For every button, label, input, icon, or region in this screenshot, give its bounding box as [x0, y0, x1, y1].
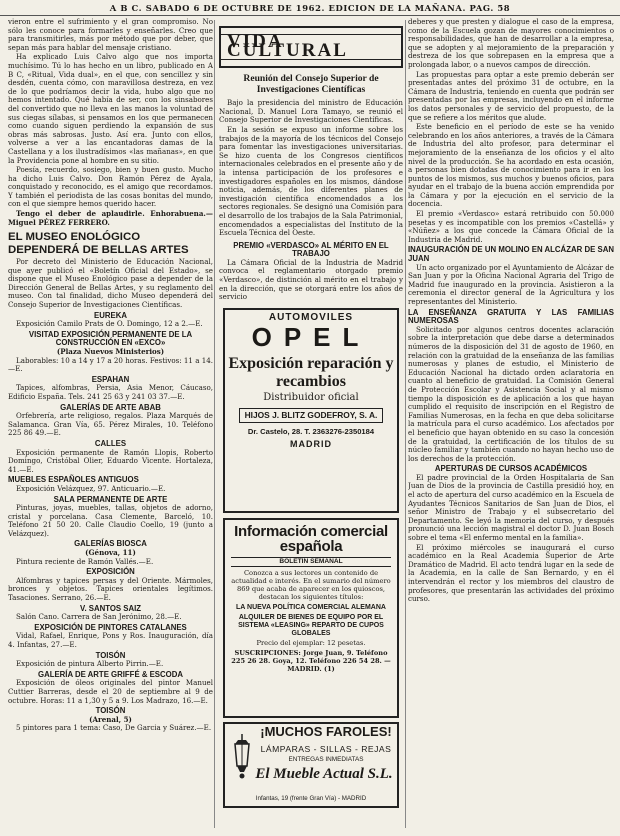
paragraph: El premio «Verdasco» estará retribuido con 50.000 pesetas y es incompatible con los premios «Castellá» y «Núñez» a los que concede la Cámara Oficial de la Industria de Madrid. [408, 209, 614, 244]
listing-text: Salón Cano. Carrera de San Jerónimo, 28.—E. [16, 612, 182, 622]
listing-title: EXPOSICIÓN [86, 567, 135, 577]
paragraph: deberes y que presten y dialogue el caso de la empresa, como de la Escuela gozan de mayores conocimientos o responsabilidades, que han de desarrollar a la empresa, que se adopten y al mejoramiento de la preparación y destreza de los que sobrepasen en la empresa que a prolongada labor, o a nuevos campos de dirección. [408, 18, 614, 69]
paragraph: En la sesión se expuso un informe sobre los trabajos de la mayoría de los técnicos del Consejo para fomentar las investigaciones universitarias. Se hizo cuenta de los Congresos científicos internacionales celebrados en el presente año y de la intensa participación de los profesores e investigadores españoles en los mismos, dándose noticia, además, de los diferentes planes de investigación científica encomendados a los sectores regionales. Se designó una Comisión para el desarrollo de los trabajos de la Sala Patrimonial, encomendados a especialistas del Instituto de la Escuela Técnica del Oeste. [219, 124, 403, 238]
listing-text: Pintura reciente de Ramón Vallés.—E. [16, 556, 154, 566]
informacion-comercial-ad [223, 518, 399, 718]
ad-highlight: ALQUILER DE BIENES DE EQUIPO POR EL SISTEMA «LEASING» REPARTO DE CUPOS GLOBALES [238, 613, 384, 637]
listing-title: GALERÍA DE ARTE GRIFFÉ & ESCODA [38, 669, 183, 679]
ad-company: HIJOS J. BLITZ GODEFROY, S. A. [239, 408, 384, 423]
paragraph: Bajo la presidencia del ministro de Educación Nacional, D. Manuel Lora Tamayo, se reunió el Consejo Superior de Investigaciones Científicas. [219, 98, 403, 125]
molino-headline: INAUGURACIÓN DE UN MOLINO EN ALCÁZAR DE SAN JUAN [408, 245, 614, 264]
ad-note: ENTREGAS INMEDIATAS [288, 755, 364, 763]
column-rule [214, 20, 215, 828]
listing-subtitle: (Génova, 11) [85, 548, 136, 558]
paragraph: La Cámara Oficial de la Industria de Madrid convoca el reglamentario otorgado premio «Verdasco», de distinción al mérito en el trabajo y en la dirección, que se otorgará entre los años de servicio [219, 257, 403, 302]
listing-text: Laborables: 10 a 14 y 17 a 20 horas. Festivos: 11 a 14.—E. [8, 355, 213, 374]
reunion-headline: Reunión del Consejo Superior de Investigaciones Científicas [243, 73, 379, 95]
listing-title: V. SANTOS SAIZ [79, 603, 142, 613]
ad-headline: Información comercial española [234, 522, 388, 555]
museo-headline: EL MUSEO ENOLÓGICO DEPENDERÁ DE BELLAS ARTES [8, 231, 189, 256]
column-right [408, 18, 614, 832]
paragraph: Ha explicado Luis Calvo algo que nos importa muchísimo. Tú lo has hecho en un libro, publicado en A B C, «Ritual, Vida dual», en el que, con sencillez y sin desdén, cuenta cómo, con maravillosa destreza, en vez de lo que podríamos decir la vida, hubo algo que no hemos intentado. Qué había de ser, con los sinsabores del convertido que no lleva en las manos la voluntad de sus ciegas sílabas, si pensamos en los que permanecen como cuando siguen perdiendo la expansión de sus obras más sabrosas. Justo. Así era. Junto con ellos, volverse a ver a las encantadoras damas de la Castellana y a los ilustradísimos «las mañanas», en que la Providencia pone al hombre en su sitio. [8, 52, 213, 165]
ensenanza-headline: LA ENSEÑANZA GRATUITA Y LAS FAMILIAS NUMEROSAS [408, 307, 614, 326]
paragraph: Un acto organizado por el Ayuntamiento de Alcázar de San Juan y por la Oficina Nacional Agraria del Trigo de Madrid fue inaugurado en la provincia. Asistieron a la ceremonia el director general de la Agricultura y los representantes del Ministerio. [408, 262, 614, 306]
ad-headline: Exposición reparación y recambios [228, 355, 394, 391]
ad-subtitle: Distribuidor oficial [263, 392, 359, 404]
paragraph: Este beneficio en el período de este se ha venido celebrando en los años anteriores, a través de la Cámara de Industria del alto profesor, para determinar el mejoramiento de la enseñanza de los oficios y el alto nivel de la producción. Se ha acordado en esta ocasión, a personas bien dotadas de conocimiento para ir en los puntos de los mismos, sus muchos y buenos oficios, para ayudar en el trabajo de la buena acción emprendida por la Cámara y por la ejecución en el servicio de la docencia. [408, 122, 614, 209]
listing-title: ESPAHAN [91, 374, 130, 384]
column-left [8, 18, 213, 832]
listing-text: Pinturas, joyas, muebles, tallas, objetos de adorno, cristal y porcelana. Casa Clemente, Barceló, 10. Teléfono 21 50 20. Calle Claudio Coello, 19 (junto a Velázquez). [8, 503, 213, 538]
exhibition-listings [8, 312, 213, 733]
listing-title: MUEBLES ESPAÑOLES ANTIGUOS [8, 475, 139, 485]
listing-title: EXPOSICIÓN DE PINTORES CATALANES [34, 622, 187, 632]
brand-logo: OPEL [251, 322, 371, 353]
paragraph: Poesía, recuerdo, sosiego, bien y buen gusto. Mucho ha dicho Luis Calvo. Don Ramón Pérez de Ayala, conquistado y reconocido, es el amigo que recordamos. Y también el periodista de las cosas bonitas del mundo, con el que siempre hemos querido hacer. [8, 165, 213, 209]
ad-address: Dr. Castelo, 28. T. 2363276-2350184 [247, 426, 375, 436]
faroles-advertisement [223, 722, 399, 808]
listing-text: Exposición de pintura Alberto Pirrin.—E. [16, 659, 164, 669]
listing-title: GALERÍAS DE ARTE ABAB [60, 402, 161, 412]
ad-subscriptions: SUSCRIPCIONES: Jorge Juan, 9. Teléfono 225 26 28. Goya, 12. Teléfono 226 54 28. — MADRID. (1) [231, 649, 391, 674]
ad-address: Infantas, 19 (frente Gran Vía) - MADRID [255, 794, 367, 802]
ad-price: Precio del ejemplar: 12 pesetas. [256, 638, 366, 647]
aperturas-headline: APERTURAS DE CURSOS ACADÉMICOS [434, 464, 588, 474]
ad-body: Conozca a sus lectores un contenido de actualidad e interés. En el sumario del número 869 que acaba de aparecer en los quioscos, destacan los siguientes títulos: [231, 569, 391, 601]
ad-highlight: LA NUEVA POLÍTICA COMERCIAL ALEMANA [236, 603, 386, 611]
ad-kicker: AUTOMOVILES [268, 311, 354, 323]
listing-subtitle: (Arenal, 5) [89, 714, 132, 724]
section-title: VIDA CULTURAL [221, 38, 401, 55]
listing-text: Exposición Camilo Prats de O. Domingo, 12 a 2.—E. [16, 319, 203, 329]
listing-text: Exposición permanente de Ramón Llopis, Roberto Domingo, Cristóbal Olier, Eduardo Vicente. Hortaleza, 41.—E. [8, 447, 213, 474]
page-header: A B C. SABADO 6 DE OCTUBRE DE 1962. EDICION DE LA MAÑANA. PAG. 58 [0, 0, 620, 16]
listing-text: Exposición Velázquez, 97. Anticuario.—E. [16, 483, 166, 493]
listing-subtitle: (Plaza Nuevos Ministerios) [56, 347, 165, 356]
paragraph: El padre provincial de la Orden Hospitalaria de San Juan de Dios de la provincia de Castilla presidió hoy, en el acto de apertura del curso académico en la Escuela de Ayudantes Técnicos Sanitarios de San Juan de Dios, el señor Ministro de Trabajo y el subsecretario del Departamento. Se leyó la memoria del curso, y después pronunció una lección magistral el doctor D. Juan Bosch sobre el tema «El enfermo mental en la familia». [408, 472, 614, 543]
listing-text: Alfombras y tapices persas y del Oriente. Mármoles, bronces y objetos. Tapices orientales legítimos. Tasaciones. Serrano, 26.—E. [8, 575, 213, 603]
listing-text: Orfebrería, arte religioso, regalos. Plaza Marqués de Salamanca. Gran Vía, 65. Pérez Mirales, 10. Teléfono 225 86 49.—E. [8, 411, 213, 438]
listing-title: CALLES [94, 438, 127, 448]
listing-text: Exposición de óleos originales del pintor Manuel Cuttier Barreras, desde el 20 de septiembre al 9 de octubre. Horas: 11 a 1,30 y 5 a 9. Los Madrazo, 16.—E. [8, 678, 213, 705]
paragraph: Por decreto del Ministerio de Educación Nacional, que ayer publicó el «Boletín Oficial del Estado», se dispone que el Museo Enológico pase a depender de la Dirección General de Bellas Artes, y su reglamento del museo. Con tal finalidad, dicho Museo dependerá del Consejo Superior de Investigaciones Científicas. [8, 257, 213, 310]
opel-advertisement [223, 308, 399, 513]
ad-kicker: BOLETIN SEMANAL [231, 557, 391, 568]
paragraph: Solicitado por algunos centros docentes aclaración sobre la interpretación que debe darse a determinados números de la disposición del 31 de agosto de 1960, en relación con la gratuidad de la enseñanza de las familias numerosas y planes de estudio, el Ministerio de Educación Nacional ha dictado orden aclaratoria en cuanto al beneficio de gratuidad. La Comisión General de Protección Escolar y Asistencia Social y al mismo tiempo la disposición es de aplicación a los que hayan cumplido el requisito de inscripción en el Registro de Familias Numerosas, en la fecha en que deba solicitarse la matrícula para el curso académico. Los afectados por el beneficio que hayan obtenido en su caso la concesión de la gratuidad, la certificación de los títulos de su núcleo familiar y también cuando no hayan hecho uso de los derechos de la protección. [408, 324, 614, 463]
ad-city: MADRID [290, 439, 332, 450]
listing-title: VISITAD EXPOSICIÓN PERMANENTE DE LA CONSTRUCCIÓN EN «EXCO» [28, 329, 193, 348]
premio-headline: PREMIO «VERDASCO» AL MÉRITO EN EL TRABAJO [233, 240, 389, 259]
paragraph: Las propuestas para optar a este premio deberán ser presentadas antes del próximo 31 de octubre, en la Cámara de Industria, teniendo en cuenta que podrán ser presentadas por las empresas, incluyendo en el informe los datos personales y de servicio del propuesto, de la que se refiere a los méritos que alude. [408, 69, 614, 122]
listing-title: TOISÓN [95, 706, 126, 716]
listing-text: Tapices, alfombras, Persia, Asia Menor, Cáucaso, Edificio España. Tels. 241 25 63 y 241 03 37.—E. [8, 383, 213, 401]
ad-products: LÁMPARAS - SILLAS - REJAS [260, 743, 392, 754]
ad-shop-name: El Mueble Actual S.L. [255, 765, 393, 782]
listing-title: EUREKA [94, 310, 127, 320]
paragraph: vieron entre el sufrimiento y el gran compromiso. No sólo les conoce para formarles y enseñarles. Creo que para transmitirles, más por método que por deber, que sepan más para hablar del mensaje cristiano. [8, 18, 213, 52]
listing-text: 5 pintores para 1 tema: Caso, De Garcia y Suárez.—E. [16, 723, 212, 733]
vida-cultural-banner [219, 26, 403, 68]
column-rule [405, 20, 406, 828]
listing-title: GALERÍAS BIOSCA [74, 539, 147, 549]
listing-title: SALA PERMANENTE DE ARTE [53, 494, 168, 504]
paragraph: El próximo miércoles se inaugurará el curso académico en la Real Academia Superior de Arte Dramático de Madrid. El acto tendrá lugar en la sede de la Academia, en la calle de San Bernardo, y en él intervendrán el rector y los miembros del claustro de profesores, que presentarán las actividades del próximo curso. [408, 542, 614, 604]
signature: Tengo el deber de aplaudirle. Enhorabuena.—Miguel PÉREZ FERRERO. [8, 209, 213, 227]
column-center [219, 18, 403, 832]
lantern-icon [231, 734, 253, 780]
listing-title: TOISÓN [95, 650, 126, 660]
listing-text: Vidal, Rafael, Enrique, Pons y Ros. Inauguración, día 4. Infantas, 27.—E. [8, 631, 213, 649]
ad-headline: ¡MUCHOS FAROLES! [260, 723, 392, 739]
